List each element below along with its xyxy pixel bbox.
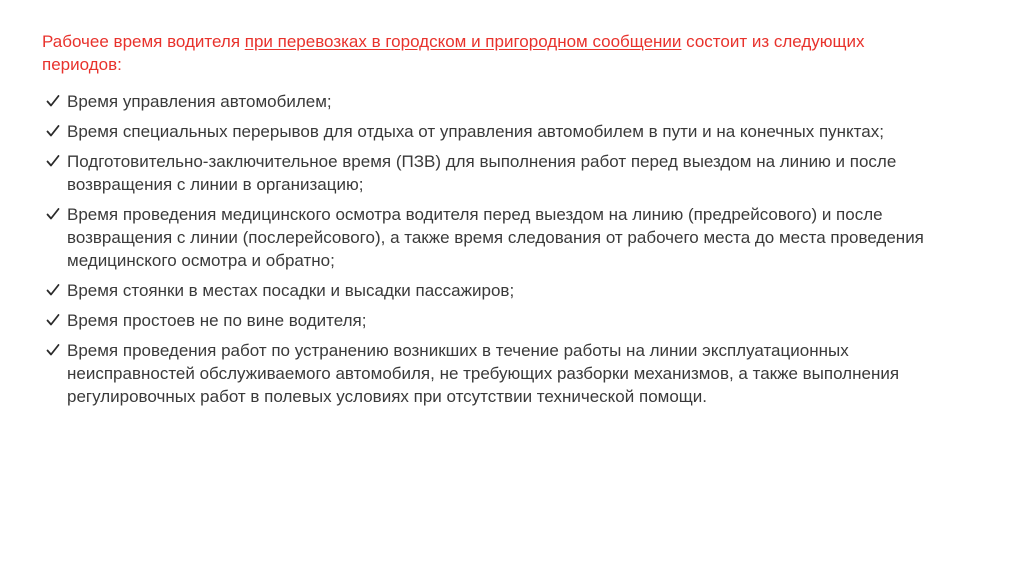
list-item-text: Время простоев не по вине водителя; [67, 311, 367, 330]
list-item [42, 120, 964, 143]
list-item-text: Время проведения медицинского осмотра водителя перед выездом на линию (предрейсового) и после возвращения с линии (послерейсового), а также время следования от рабочего места до места проведения медицинского осмотра и обратно; [67, 205, 924, 270]
list-item [42, 150, 964, 196]
periods-list [42, 90, 964, 408]
list-item-text: Подготовительно-заключительное время (ПЗВ) для выполнения работ перед выездом на линию и после возвращения с линии в организацию; [67, 152, 897, 194]
checkmark-icon [46, 339, 62, 362]
list-item-text: Время стоянки в местах посадки и высадки пассажиров; [67, 281, 515, 300]
list-item [42, 309, 964, 332]
intro-heading [42, 30, 922, 76]
list-item-text: Время проведения работ по устранению возникших в течение работы на линии эксплуатационных неисправностей обслуживаемого автомобиля, не требующих разборки механизмов, а также выполнения регулировочных работ в полевых условиях при отсутствии технической помощи. [67, 341, 900, 406]
list-item [42, 90, 964, 113]
checkmark-icon [46, 90, 62, 113]
intro-text-start: Рабочее время водителя [42, 32, 245, 51]
list-item-text: Время управления автомобилем; [67, 92, 332, 111]
intro-text-end: состоит из следующих периодов: [42, 32, 865, 74]
checkmark-icon [46, 309, 62, 332]
list-item [42, 339, 964, 408]
checkmark-icon [46, 120, 62, 143]
checkmark-icon [46, 203, 62, 226]
list-item-text: Время специальных перерывов для отдыха от управления автомобилем в пути и на конечных пунктах; [67, 122, 884, 141]
checkmark-icon [46, 279, 62, 302]
checkmark-icon [46, 150, 62, 173]
list-item [42, 279, 964, 302]
intro-underlined-phrase: при перевозках в городском и пригородном сообщении [244, 32, 682, 51]
list-item [42, 203, 964, 272]
